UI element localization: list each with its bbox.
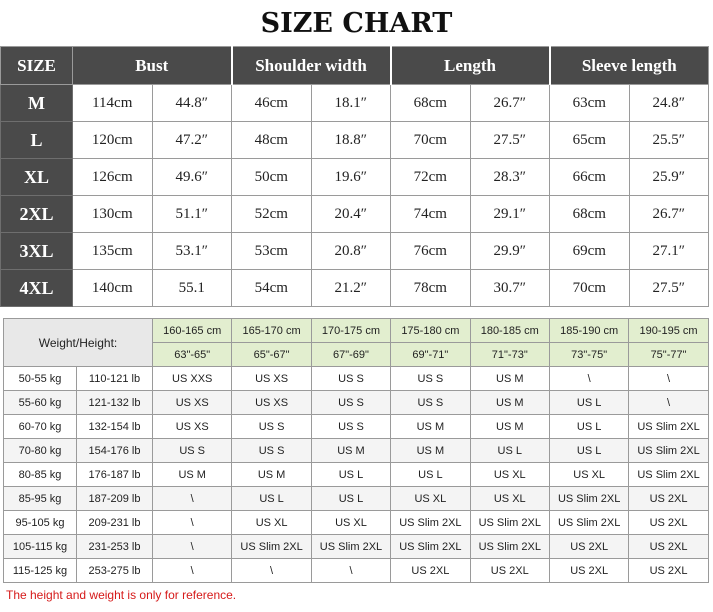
weight-kg-cell: 115-125 kg [4, 559, 77, 583]
recommended-size-cell: US 2XL [629, 487, 708, 511]
height-inch-header: 71"-73" [470, 343, 549, 367]
weight-row [4, 367, 709, 391]
weight-kg-cell: 70-80 kg [4, 439, 77, 463]
measurement-cell: 48cm [232, 122, 312, 159]
recommended-size-cell: US 2XL [629, 559, 708, 583]
measurement-cell: 50cm [232, 159, 312, 196]
measurement-cell: 76cm [391, 233, 471, 270]
recommended-size-cell: US XXS [153, 367, 232, 391]
measurement-cell: 120cm [73, 122, 153, 159]
recommended-size-cell: \ [549, 367, 628, 391]
size-column-header: SIZE [1, 47, 73, 85]
measurement-cell: 51.1″ [152, 196, 232, 233]
chart-title: SIZE CHART [260, 7, 453, 39]
weight-lb-cell: 121-132 lb [77, 391, 153, 415]
weight-kg-cell: 55-60 kg [4, 391, 77, 415]
measurement-cell: 68cm [391, 85, 471, 122]
weight-row [4, 391, 709, 415]
weight-kg-cell: 85-95 kg [4, 487, 77, 511]
measurement-cell: 19.6″ [311, 159, 391, 196]
weight-kg-cell: 105-115 kg [4, 535, 77, 559]
size-row [1, 196, 709, 233]
measurement-cell: 135cm [73, 233, 153, 270]
weight-kg-cell: 95-105 kg [4, 511, 77, 535]
recommended-size-cell: US XS [153, 391, 232, 415]
measurement-cell: 72cm [391, 159, 471, 196]
recommended-size-cell: \ [153, 487, 232, 511]
measurement-cell: 53.1″ [152, 233, 232, 270]
measurement-cell: 54cm [232, 270, 312, 307]
measurement-cell: 140cm [73, 270, 153, 307]
height-cm-header: 160-165 cm [153, 319, 232, 343]
recommended-size-cell: US Slim 2XL [470, 511, 549, 535]
recommended-size-cell: US 2XL [629, 535, 708, 559]
recommended-size-cell: US Slim 2XL [549, 511, 628, 535]
weight-lb-cell: 154-176 lb [77, 439, 153, 463]
recommended-size-cell: US L [470, 439, 549, 463]
weight-height-size-table [3, 318, 709, 583]
recommended-size-cell: US 2XL [629, 511, 708, 535]
measurement-cell: 70cm [550, 270, 630, 307]
recommended-size-cell: US 2XL [470, 559, 549, 583]
measurement-cell: 26.7″ [470, 85, 550, 122]
measurement-cell: 63cm [550, 85, 630, 122]
height-cm-header: 165-170 cm [232, 319, 311, 343]
size-row [1, 159, 709, 196]
weight-lb-cell: 176-187 lb [77, 463, 153, 487]
measurement-cell: 66cm [550, 159, 630, 196]
size-row [1, 122, 709, 159]
measurement-cell: 114cm [73, 85, 153, 122]
recommended-size-cell: US Slim 2XL [391, 511, 470, 535]
measurement-cell: 78cm [391, 270, 471, 307]
recommended-size-cell: \ [153, 511, 232, 535]
measurement-cell: 27.5″ [470, 122, 550, 159]
size-measurement-table [0, 46, 709, 307]
measurement-cell: 52cm [232, 196, 312, 233]
measurement-cell: 130cm [73, 196, 153, 233]
size-label: XL [1, 159, 73, 196]
recommended-size-cell: US M [470, 391, 549, 415]
weight-lb-cell: 253-275 lb [77, 559, 153, 583]
recommended-size-cell: US Slim 2XL [470, 535, 549, 559]
recommended-size-cell: US XL [470, 463, 549, 487]
recommended-size-cell: \ [153, 559, 232, 583]
measurement-cell: 65cm [550, 122, 630, 159]
measurement-cell: 24.8″ [629, 85, 709, 122]
height-inch-header: 75"-77" [629, 343, 708, 367]
size-label: 2XL [1, 196, 73, 233]
measurement-cell: 21.2″ [311, 270, 391, 307]
recommended-size-cell: US S [311, 415, 390, 439]
recommended-size-cell: \ [153, 535, 232, 559]
recommended-size-cell: US XL [549, 463, 628, 487]
weight-kg-cell: 50-55 kg [4, 367, 77, 391]
measurement-cell: 53cm [232, 233, 312, 270]
size-row [1, 233, 709, 270]
measurement-cell: 26.7″ [629, 196, 709, 233]
recommended-size-cell: \ [629, 391, 708, 415]
height-inch-header: 73"-75" [549, 343, 628, 367]
recommended-size-cell: US M [153, 463, 232, 487]
recommended-size-cell: US XS [232, 367, 311, 391]
recommended-size-cell: US S [391, 367, 470, 391]
weight-kg-cell: 60-70 kg [4, 415, 77, 439]
recommended-size-cell: US L [311, 487, 390, 511]
recommended-size-cell: US Slim 2XL [629, 415, 708, 439]
height-cm-header: 170-175 cm [311, 319, 390, 343]
sleeve-length-column-header: Sleeve length [550, 47, 709, 85]
measurement-cell: 20.4″ [311, 196, 391, 233]
bust-column-header: Bust [73, 47, 232, 85]
weight-lb-cell: 187-209 lb [77, 487, 153, 511]
recommended-size-cell: US XS [232, 391, 311, 415]
size-label: 3XL [1, 233, 73, 270]
recommended-size-cell: US S [232, 439, 311, 463]
measurement-cell: 28.3″ [470, 159, 550, 196]
recommended-size-cell: \ [629, 367, 708, 391]
measurement-cell: 29.1″ [470, 196, 550, 233]
measurement-cell: 69cm [550, 233, 630, 270]
height-cm-header: 190-195 cm [629, 319, 708, 343]
recommended-size-cell: \ [311, 559, 390, 583]
measurement-cell: 126cm [73, 159, 153, 196]
measurement-cell: 68cm [550, 196, 630, 233]
recommended-size-cell: US L [549, 415, 628, 439]
recommended-size-cell: \ [232, 559, 311, 583]
recommended-size-cell: US Slim 2XL [232, 535, 311, 559]
recommended-size-cell: US L [391, 463, 470, 487]
height-cm-row [4, 319, 709, 343]
measurement-cell: 44.8″ [152, 85, 232, 122]
weight-lb-cell: 110-121 lb [77, 367, 153, 391]
size-row [1, 270, 709, 307]
weight-row [4, 487, 709, 511]
recommended-size-cell: US S [232, 415, 311, 439]
size-label: 4XL [1, 270, 73, 307]
height-cm-header: 185-190 cm [549, 319, 628, 343]
height-inch-header: 67"-69" [311, 343, 390, 367]
recommended-size-cell: US XL [232, 511, 311, 535]
weight-row [4, 463, 709, 487]
measurement-cell: 27.1″ [629, 233, 709, 270]
weight-row [4, 559, 709, 583]
measurement-cell: 49.6″ [152, 159, 232, 196]
height-cm-header: 180-185 cm [470, 319, 549, 343]
size-label: M [1, 85, 73, 122]
recommended-size-cell: US Slim 2XL [629, 463, 708, 487]
reference-note: The height and weight is only for reference. [6, 588, 237, 602]
recommended-size-cell: US L [549, 439, 628, 463]
recommended-size-cell: US XL [391, 487, 470, 511]
measurement-cell: 30.7″ [470, 270, 550, 307]
measurement-cell: 25.9″ [629, 159, 709, 196]
recommended-size-cell: US S [391, 391, 470, 415]
measurement-cell: 20.8″ [311, 233, 391, 270]
weight-row [4, 535, 709, 559]
weight-lb-cell: 231-253 lb [77, 535, 153, 559]
measurement-cell: 18.1″ [311, 85, 391, 122]
measurement-cell: 29.9″ [470, 233, 550, 270]
measurement-cell: 25.5″ [629, 122, 709, 159]
weight-lb-cell: 132-154 lb [77, 415, 153, 439]
length-column-header: Length [391, 47, 550, 85]
measurement-cell: 55.1 [152, 270, 232, 307]
measurement-cell: 74cm [391, 196, 471, 233]
recommended-size-cell: US S [311, 391, 390, 415]
recommended-size-cell: US L [232, 487, 311, 511]
measurement-cell: 18.8″ [311, 122, 391, 159]
recommended-size-cell: US XL [311, 511, 390, 535]
height-inch-header: 65"-67" [232, 343, 311, 367]
recommended-size-cell: US 2XL [549, 535, 628, 559]
recommended-size-cell: US Slim 2XL [311, 535, 390, 559]
recommended-size-cell: US 2XL [391, 559, 470, 583]
recommended-size-cell: US M [470, 367, 549, 391]
recommended-size-cell: US L [311, 463, 390, 487]
recommended-size-cell: US L [549, 391, 628, 415]
weight-kg-cell: 80-85 kg [4, 463, 77, 487]
weight-row [4, 511, 709, 535]
recommended-size-cell: US M [232, 463, 311, 487]
recommended-size-cell: US 2XL [549, 559, 628, 583]
height-cm-header: 175-180 cm [391, 319, 470, 343]
weight-row [4, 415, 709, 439]
measurement-cell: 46cm [232, 85, 312, 122]
measurement-cell: 47.2″ [152, 122, 232, 159]
recommended-size-cell: US Slim 2XL [391, 535, 470, 559]
recommended-size-cell: US M [470, 415, 549, 439]
weight-lb-cell: 209-231 lb [77, 511, 153, 535]
shoulder-width-column-header: Shoulder width [232, 47, 391, 85]
recommended-size-cell: US M [311, 439, 390, 463]
size-label: L [1, 122, 73, 159]
size-table-header-row [1, 47, 709, 85]
height-inch-header: 63"-65" [153, 343, 232, 367]
recommended-size-cell: US XL [470, 487, 549, 511]
recommended-size-cell: US Slim 2XL [549, 487, 628, 511]
weight-height-corner-label: Weight/Height: [4, 319, 153, 367]
size-row [1, 85, 709, 122]
recommended-size-cell: US S [311, 367, 390, 391]
recommended-size-cell: US S [153, 439, 232, 463]
recommended-size-cell: US M [391, 439, 470, 463]
recommended-size-cell: US XS [153, 415, 232, 439]
recommended-size-cell: US M [391, 415, 470, 439]
measurement-cell: 70cm [391, 122, 471, 159]
recommended-size-cell: US Slim 2XL [629, 439, 708, 463]
measurement-cell: 27.5″ [629, 270, 709, 307]
weight-row [4, 439, 709, 463]
height-inch-header: 69"-71" [391, 343, 470, 367]
